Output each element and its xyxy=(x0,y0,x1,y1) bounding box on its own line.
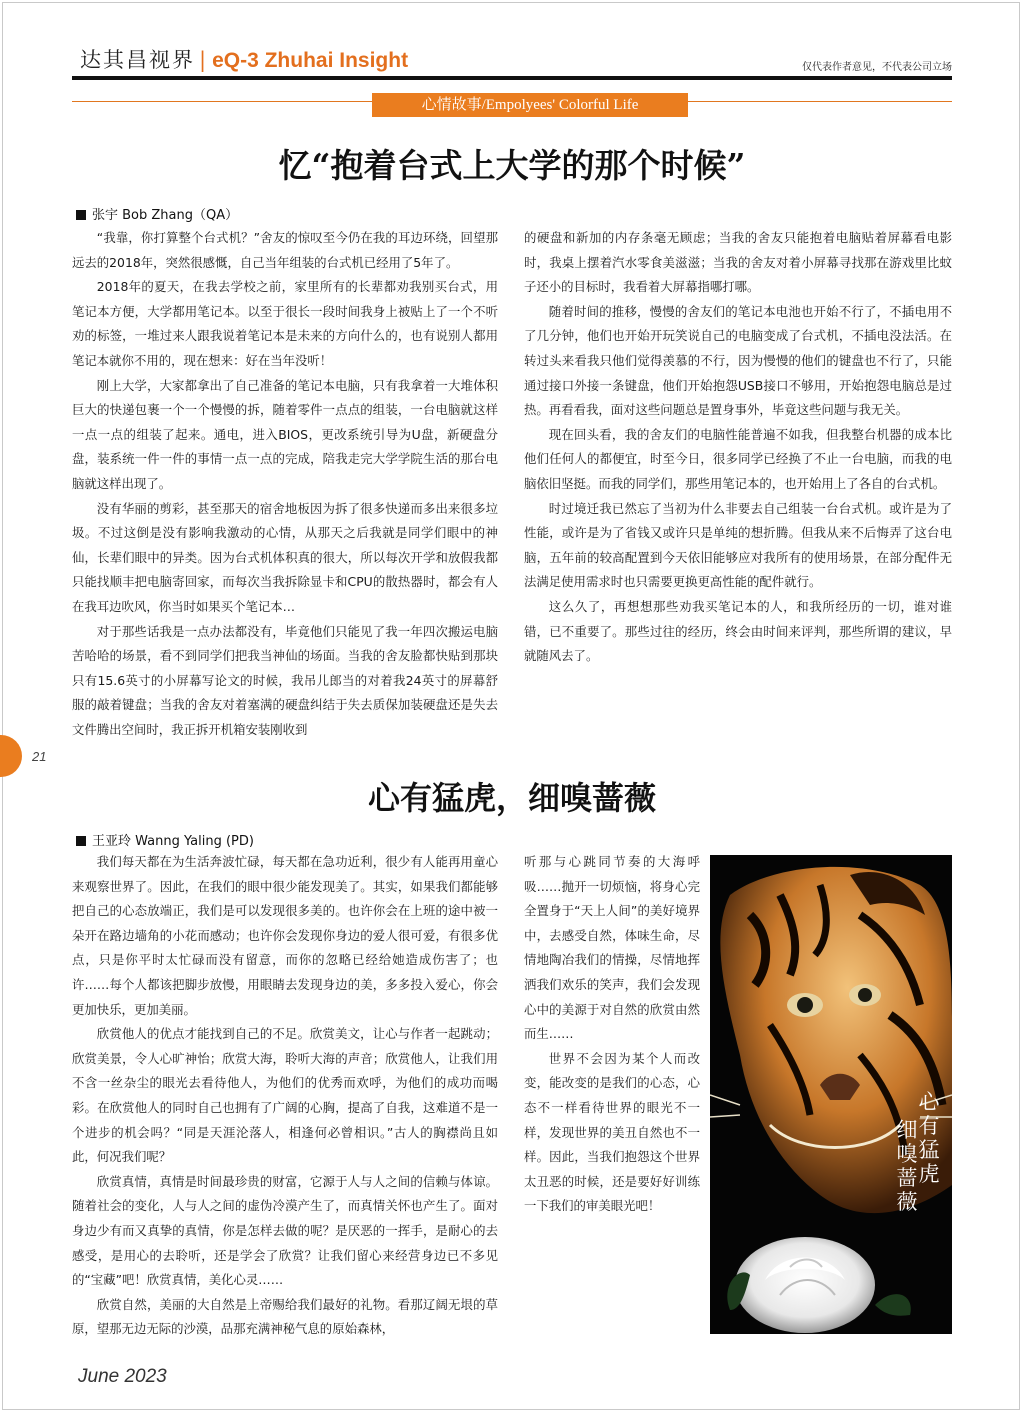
article2-left-paragraph: 欣赏自然，美丽的大自然是上帝赐给我们最好的礼物。看那辽阔无垠的草原，望那无边无际的沙漠，品那充满神秘气息的原始森林， xyxy=(72,1296,498,1337)
image-caption-col2: 细嗅蔷薇 xyxy=(896,1118,918,1214)
article1-title: 忆“抱着台式上大学的那个时候” xyxy=(278,146,746,185)
byline-square-icon xyxy=(76,210,86,220)
byline-square-icon xyxy=(76,836,86,846)
article2-left-column xyxy=(72,850,498,1342)
tiger-rose-image xyxy=(710,855,952,1334)
article1-left-paragraph: 刚上大学，大家都拿出了自己准备的笔记本电脑，只有我拿着一大堆体积巨大的快递包裹一个一个慢慢的拆，随着零件一点点的组装，一台电脑就这样一点一点的组装了起来。通电，进入BIOS，更改系统引导为U盘，新硬盘分盘，装系统一件一件的事情一点一点的完成，陪我走完大学学院生活的那台电脑就这样出现了。 xyxy=(72,377,498,491)
article1-right-paragraph: 的硬盘和新加的内存条毫无顾虑；当我的舍友只能抱着电脑贴着屏幕看电影时，我桌上摆着汽水零食美滋滋；当我的舍友对着小屏幕寻找那在游戏里比蚊子还小的目标时，我看着大屏幕指哪打哪。 xyxy=(524,230,952,295)
article2-author: 王亚玲 Wanng Yaling (PD) xyxy=(92,834,254,849)
article1-left-column xyxy=(72,226,498,742)
article1-right-column xyxy=(524,226,952,669)
article1-author: 张宇 Bob Zhang（QA） xyxy=(92,208,239,223)
article1-left-paragraph: 2018年的夏天，在我去学校之前，家里所有的长辈都劝我别买台式，用笔记本方便，大学都用笔记本。以至于很长一段时间我身上被贴上了一个不听劝的标签，一堆过来人跟我说着笔记本是未来的方向什么的，也有说别人都用笔记本就你不用的，现在想来：好在当年没听！ xyxy=(72,279,498,368)
masthead-title-en: eQ-3 Zhuhai Insight xyxy=(212,49,409,72)
masthead xyxy=(80,44,408,74)
issue-date: June 2023 xyxy=(78,1366,167,1387)
image-caption xyxy=(894,1090,940,1214)
article1-right-paragraph: 现在回头看，我的舍友们的电脑性能普遍不如我，但我整台机器的成本比他们任何人的都便宜，时至今日，很多同学已经换了不止一台电脑，而我的电脑依旧坚挺。而我的同学们，那些用笔记本的，也开始用上了各自的台式机。 xyxy=(524,426,952,491)
article1-left-paragraph: 没有华丽的剪彩，甚至那天的宿舍地板因为拆了很多快递而多出来很多垃圾。不过这倒是没有影响我激动的心情，从那天之后我就是同学们眼中的神仙，长辈们眼中的异类。因为台式机体积真的很大，所以每次开学和放假我都只能找顺丰把电脑寄回家，而每次当我拆除显卡和CPU的散热器时，都会有人在我耳边吹风，你当时如果买个笔记本… xyxy=(72,500,498,614)
article2-byline xyxy=(76,830,254,849)
masthead-title-cn: 达其昌视界 xyxy=(80,48,195,72)
article1-right-paragraph: 随着时间的推移，慢慢的舍友们的笔记本电池也开始不行了，不插电用不了几分钟，他们也开始开玩笑说自己的电脑变成了台式机，不插电没法活。在转过头来看我只他们觉得羡慕的不行，因为慢慢的他们的键盘也不行了，只能通过接口外接一条键盘，他们开始抱怨USB接口不够用，开始抱怨电脑总是过热。再看看我，面对这些问题总是置身事外，毕竟这些问题与我无关。 xyxy=(524,303,952,418)
article2-right-column xyxy=(524,850,700,1219)
article1-left-paragraph: “我靠，你打算整个台式机？”舍友的惊叹至今仍在我的耳边环绕，回望那远去的2018年，突然很感慨，自己当年组装的台式机已经用了5年了。 xyxy=(72,230,498,270)
article2-left-paragraph: 欣赏真情，真情是时间最珍贵的财富，它源于人与人之间的信赖与体谅。随着社会的变化，人与人之间的虚伪冷漠产生了，而真情关怀也产生了。面对身边少有而又真挚的真情，你是怎样去做的呢？是厌恶的一挥手，是耐心的去感受，是用心的去聆听，还是学会了欣赏？让我们留心来经营身边已不多见的“宝藏”吧！欣赏真情，美化心灵…… xyxy=(72,1173,498,1288)
article1-right-paragraph: 时过境迁我已然忘了当初为什么非要去自己组装一台台式机。或许是为了性能，或许是为了省钱又或许只是单纯的想折腾。但我从来不后悔弄了这台电脑，五年前的较高配置到今天依旧能够应对我所有的使用场景，在部分配件无法满足使用需求时也只需要更换更高性能的配件就行。 xyxy=(524,500,952,590)
article1-right-paragraph: 这么久了，再想想那些劝我买笔记本的人，和我所经历的一切，谁对谁错，已不重要了。那些过往的经历，终会由时间来评判，那些所谓的建议，早就随风去了。 xyxy=(524,598,952,664)
article1-left-paragraph: 对于那些话我是一点办法都没有，毕竟他们只能见了我一年四次搬运电脑苦哈哈的场景，看不到同学们把我当神仙的场面。当我的舍友脸都快贴到那块只有15.6英寸的小屏幕写论文的时候，我吊儿郎当的对着我24英寸的屏幕舒服的敲着键盘；当我的舍友对着塞满的硬盘纠结于失去质保加装硬盘还是失去文件腾出空间时，我正拆开机箱安装刚收到 xyxy=(72,623,498,737)
image-caption-col1: 心有猛虎 xyxy=(918,1090,940,1186)
header-rule xyxy=(72,76,952,80)
disclaimer: 仅代表作者意见，不代表公司立场 xyxy=(802,62,952,73)
article2-right-paragraph: 听那与心跳同节奏的大海呼吸……抛开一切烦恼，将身心完全置身于“天上人间”的美好境界中，去感受自然，体味生命，尽情地陶冶我们的情操，尽情地挥洒我们欢乐的笑声，我们会发现心中的美源于对自然的欣赏由然而生…… xyxy=(524,854,700,1042)
article1-byline xyxy=(76,204,238,223)
masthead-separator: | xyxy=(199,48,209,72)
article2-left-paragraph: 欣赏他人的优点才能找到自己的不足。欣赏美文，让心与作者一起跳动；欣赏美景，令人心旷神怡；欣赏大海，聆听大海的声音；欣赏他人，让我们用不含一丝杂尘的眼光去看待他人，为他们的优秀而欢呼，为他们的成功而喝彩。在欣赏他人的同时自己也拥有了广阔的心胸，提高了自我，这难道不是一个进步的机会吗？“同是天涯沦落人，相逢何必曾相识。”古人的胸襟尚且如此，何况我们呢？ xyxy=(72,1026,498,1165)
article2-title: 心有猛虎，细嗅蔷薇 xyxy=(367,779,656,817)
article2-left-paragraph: 我们每天都在为生活奔波忙碌，每天都在急功近利，很少有人能再用童心来观察世界了。因此，在我们的眼中很少能发现美了。其实，如果我们都能够把自己的心态放端正，我们是可以发现很多美的。也许你会在上班的途中被一朵开在路边墙角的小花而感动；也许你会发现你身边的爱人很可爱，有很多优点，只是你平时太忙碌而没有留意，而你的忽略已经给她造成伤害了；也许……每个人都该把脚步放慢，用眼睛去发现身边的美，多多投入爱心，你会更加快乐，更加美丽。 xyxy=(72,854,498,1017)
article2-right-paragraph: 世界不会因为某个人而改变，能改变的是我们的心态，心态不一样看待世界的眼光不一样，发现世界的美丑自然也不一样。因此，当我们抱怨这个世界太丑恶的时候，还是要好好训练一下我们的审美眼光吧！ xyxy=(524,1050,700,1214)
section-label: 心情故事/Empolyees' Colorful Life xyxy=(372,93,688,117)
page-number: 21 xyxy=(32,749,47,764)
